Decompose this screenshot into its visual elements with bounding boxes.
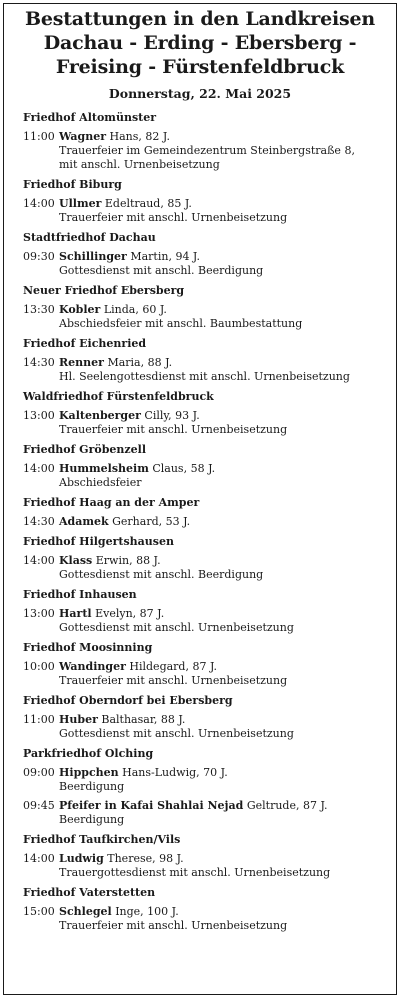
funeral-entry <box>23 250 396 278</box>
entry-surname: Kobler <box>59 303 101 316</box>
funeral-entry <box>23 660 396 688</box>
cemetery-name: Parkfriedhof Olching <box>23 747 154 760</box>
entry-surname: Adamek <box>59 515 109 528</box>
entry-name-age: Inge, 100 J. <box>115 905 179 918</box>
entry-surname: Pfeifer in Kafai Shahlai Nejad <box>59 799 244 812</box>
funeral-entry <box>23 766 396 794</box>
funeral-entry <box>23 554 396 582</box>
notice-date: Donnerstag, 22. Mai 2025 <box>108 86 292 101</box>
title-line-1: Bestattungen in den Landkreisen <box>24 8 375 30</box>
cemetery-section <box>23 495 396 529</box>
entry-surname: Wagner <box>59 130 107 143</box>
entry-name-age: Maria, 88 J. <box>107 356 173 369</box>
title-line-3: Freising - Fürstenfeldbruck <box>55 56 345 78</box>
entry-surname: Schillinger <box>59 250 127 263</box>
cemetery-section <box>23 110 396 172</box>
cemetery-name: Friedhof Haag an der Amper <box>23 496 200 509</box>
entry-name-age: Martin, 94 J. <box>130 250 200 263</box>
entry-detail: Trauerfeier mit anschl. Urnenbeisetzung <box>59 674 288 687</box>
entry-surname: Hartl <box>59 607 92 620</box>
entry-time: 14:00 <box>23 462 55 475</box>
entry-time: 13:00 <box>23 607 55 620</box>
cemetery-name: Friedhof Eichenried <box>23 337 147 350</box>
cemetery-name: Friedhof Oberndorf bei Ebersberg <box>23 694 233 707</box>
entry-detail: Gottesdienst mit anschl. Beerdigung <box>59 568 264 581</box>
entry-name-age: Edeltraud, 85 J. <box>104 197 192 210</box>
cemetery-section <box>23 587 396 635</box>
cemetery-section <box>23 534 396 582</box>
cemetery-section <box>23 389 396 437</box>
entry-detail: Hl. Seelengottesdienst mit anschl. Urnenbeisetzung <box>59 370 350 383</box>
entry-time: 09:00 <box>23 766 55 779</box>
entry-name-age: Hans-Ludwig, 70 J. <box>122 766 228 779</box>
entry-name-age: Balthasar, 88 J. <box>101 713 186 726</box>
entry-detail: Gottesdienst mit anschl. Urnenbeisetzung <box>59 727 294 740</box>
cemetery-section <box>23 283 396 331</box>
cemetery-name: Friedhof Moosinning <box>23 641 153 654</box>
entry-name-age: Geltrude, 87 J. <box>246 799 328 812</box>
entry-detail: Trauerfeier im Gemeindezentrum Steinbergstraße 8, <box>59 144 355 157</box>
cemetery-name: Waldfriedhof Fürstenfeldbruck <box>23 390 214 403</box>
funeral-entry <box>23 799 396 827</box>
funeral-entry <box>23 515 396 529</box>
entry-name-age: Hans, 82 J. <box>109 130 170 143</box>
funeral-entry <box>23 303 396 331</box>
funeral-entry <box>23 852 396 880</box>
entry-name-age: Linda, 60 J. <box>103 303 167 316</box>
funeral-entry <box>23 607 396 635</box>
entry-detail: Abschiedsfeier <box>59 476 142 489</box>
cemetery-section <box>23 693 396 741</box>
entry-surname: Ullmer <box>59 197 102 210</box>
entry-name-age: Evelyn, 87 J. <box>95 607 165 620</box>
cemetery-name: Friedhof Inhausen <box>23 588 137 601</box>
entry-time: 15:00 <box>23 905 55 918</box>
cemetery-section <box>23 885 396 933</box>
entry-time: 14:30 <box>23 356 55 369</box>
entry-surname: Klass <box>59 554 93 567</box>
cemetery-section <box>23 832 396 880</box>
entry-surname: Ludwig <box>59 852 104 865</box>
cemetery-section <box>23 640 396 688</box>
entry-detail: Trauerfeier mit anschl. Urnenbeisetzung <box>59 423 288 436</box>
cemetery-section <box>23 336 396 384</box>
entry-time: 10:00 <box>23 660 55 673</box>
entry-name-age: Gerhard, 53 J. <box>112 515 191 528</box>
entry-name-age: Cilly, 93 J. <box>144 409 200 422</box>
entry-time: 14:00 <box>23 554 55 567</box>
entry-detail: mit anschl. Urnenbeisetzung <box>59 158 220 171</box>
funeral-entry <box>23 130 396 172</box>
entry-detail: Trauerfeier mit anschl. Urnenbeisetzung <box>59 919 288 932</box>
entry-name-age: Therese, 98 J. <box>107 852 184 865</box>
entry-detail: Gottesdienst mit anschl. Beerdigung <box>59 264 264 277</box>
entry-time: 09:30 <box>23 250 55 263</box>
entry-name-age: Erwin, 88 J. <box>95 554 161 567</box>
cemetery-name: Stadtfriedhof Dachau <box>23 231 156 244</box>
cemetery-section <box>23 442 396 490</box>
entry-surname: Hummelsheim <box>59 462 149 475</box>
entry-time: 13:30 <box>23 303 55 316</box>
cemetery-list <box>4 110 396 933</box>
cemetery-name: Friedhof Gröbenzell <box>23 443 146 456</box>
cemetery-section <box>23 746 396 827</box>
cemetery-section <box>23 177 396 225</box>
entry-time: 09:45 <box>23 799 55 812</box>
funeral-entry <box>23 713 396 741</box>
entry-name-age: Hildegard, 87 J. <box>129 660 218 673</box>
cemetery-name: Neuer Friedhof Ebersberg <box>23 284 185 297</box>
entry-surname: Renner <box>59 356 104 369</box>
cemetery-name: Friedhof Altomünster <box>23 111 157 124</box>
funeral-entry <box>23 462 396 490</box>
cemetery-name: Friedhof Taufkirchen/Vils <box>23 833 181 846</box>
funeral-entry <box>23 409 396 437</box>
entry-time: 13:00 <box>23 409 55 422</box>
entry-time: 11:00 <box>23 713 55 726</box>
cemetery-name: Friedhof Vaterstetten <box>23 886 156 899</box>
notice-frame <box>3 3 397 995</box>
entry-surname: Kaltenberger <box>59 409 141 422</box>
entry-surname: Hippchen <box>59 766 119 779</box>
funeral-entry <box>23 197 396 225</box>
entry-time: 11:00 <box>23 130 55 143</box>
entry-time: 14:00 <box>23 197 55 210</box>
entry-surname: Wandinger <box>59 660 126 673</box>
cemetery-section <box>23 230 396 278</box>
entry-detail: Abschiedsfeier mit anschl. Baumbestattung <box>59 317 303 330</box>
entry-name-age: Claus, 58 J. <box>152 462 216 475</box>
notice-header <box>4 4 396 102</box>
entry-detail: Beerdigung <box>59 813 125 826</box>
entry-detail: Beerdigung <box>59 780 125 793</box>
title-line-2: Dachau - Erding - Ebersberg - <box>43 32 357 54</box>
entry-surname: Huber <box>59 713 98 726</box>
cemetery-name: Friedhof Biburg <box>23 178 122 191</box>
entry-time: 14:00 <box>23 852 55 865</box>
entry-time: 14:30 <box>23 515 55 528</box>
entry-detail: Gottesdienst mit anschl. Urnenbeisetzung <box>59 621 294 634</box>
entry-detail: Trauerfeier mit anschl. Urnenbeisetzung <box>59 211 288 224</box>
entry-detail: Trauergottesdienst mit anschl. Urnenbeisetzung <box>59 866 331 879</box>
funeral-entry <box>23 905 396 933</box>
funeral-entry <box>23 356 396 384</box>
entry-surname: Schlegel <box>59 905 112 918</box>
cemetery-name: Friedhof Hilgertshausen <box>23 535 174 548</box>
